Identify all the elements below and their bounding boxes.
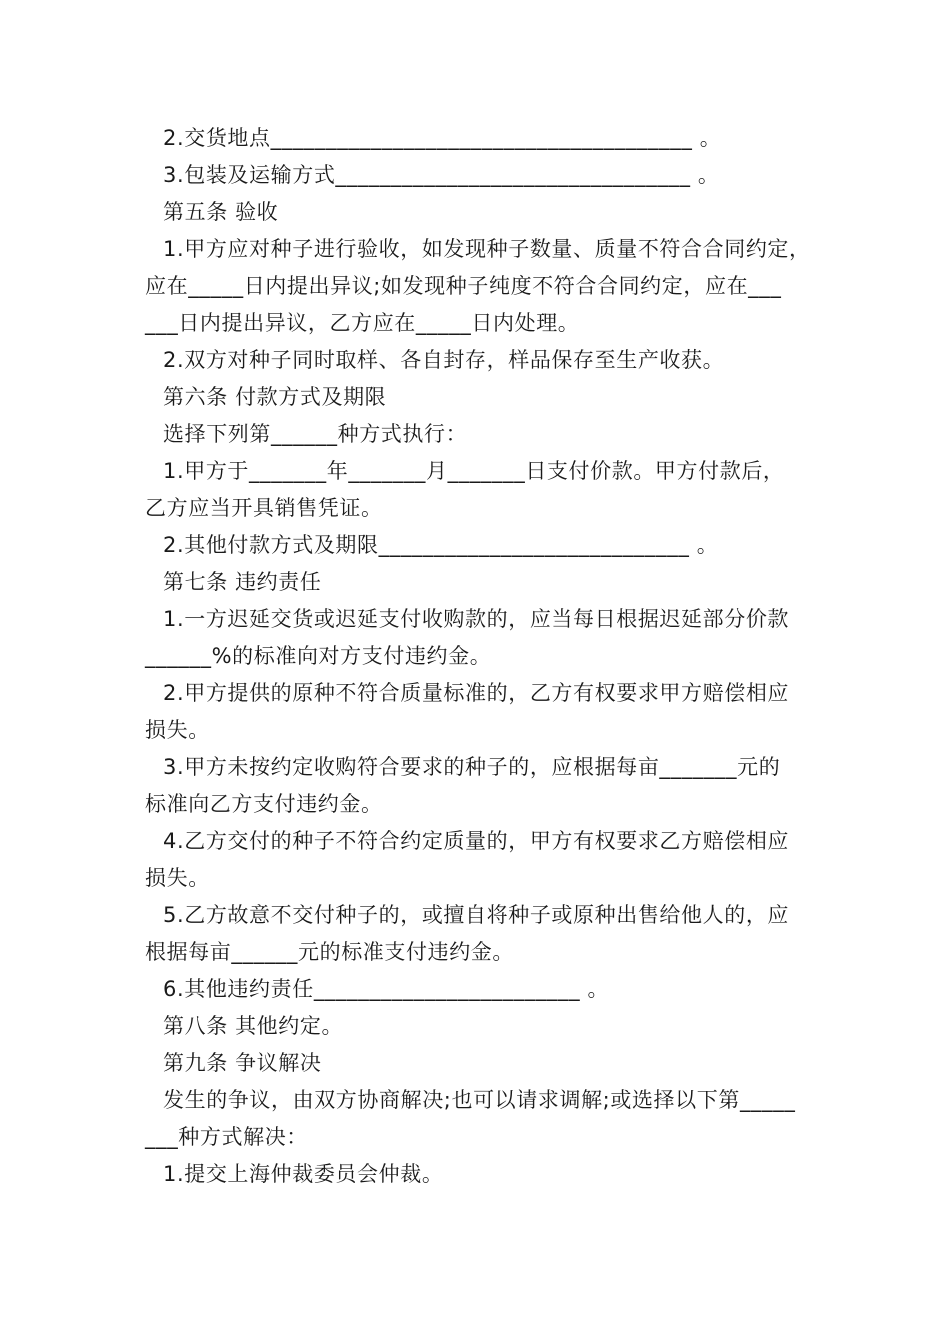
clause-7-item-1-line-1: 1.一方迟延交货或迟延支付收购款的，应当每日根据迟延部分价款 (163, 607, 790, 631)
clause-7-item-5-line-2: 根据每亩______元的标准支付违约金。 (145, 940, 514, 964)
clause-7-item-4-line-2: 损失。 (145, 866, 210, 890)
clause-6-item-1-line-1: 1.甲方于_______年_______月_______日支付价款。甲方付款后， (163, 459, 785, 483)
clause-6-select-method: 选择下列第______种方式执行： (163, 422, 468, 446)
clause-9-item-1: 1.提交上海仲裁委员会仲裁。 (163, 1162, 444, 1186)
clause-7-item-2-line-2: 损失。 (145, 718, 210, 742)
clause-5-item-1-line-3: ___日内提出异议，乙方应在_____日内处理。 (145, 311, 580, 335)
clause-6-heading: 第六条 付款方式及期限 (163, 385, 387, 409)
clause-5-heading: 第五条 验收 (163, 200, 279, 224)
clause-7-item-6: 6.其他违约责任________________________ 。 (163, 977, 610, 1001)
clause-4-item-2-delivery-place: 2.交货地点______________________________________ 。 (163, 126, 722, 150)
clause-5-item-1-line-2: 应在_____日内提出异议;如发现种子纯度不符合合同约定，应在___ (145, 274, 782, 298)
clause-7-item-5-line-1: 5.乙方故意不交付种子的，或擅自将种子或原种出售给他人的，应 (163, 903, 790, 927)
clause-5-item-1-line-1: 1.甲方应对种子进行验收，如发现种子数量、质量不符合合同约定， (163, 237, 811, 261)
clause-7-item-4-line-1: 4.乙方交付的种子不符合约定质量的，甲方有权要求乙方赔偿相应 (163, 829, 790, 853)
clause-6-item-1-line-2: 乙方应当开具销售凭证。 (145, 496, 383, 520)
clause-9-text-line-1: 发生的争议，由双方协商解决;也可以请求调解;或选择以下第_____ (163, 1088, 796, 1112)
clause-7-item-3-line-1: 3.甲方未按约定收购符合要求的种子的，应根据每亩_______元的 (163, 755, 781, 779)
clause-5-item-2: 2.双方对种子同时取样、各自封存，样品保存至生产收获。 (163, 348, 725, 372)
clause-7-heading: 第七条 违约责任 (163, 570, 322, 594)
clause-7-item-1-line-2: ______%的标准向对方支付违约金。 (145, 644, 492, 668)
clause-9-heading: 第九条 争议解决 (163, 1051, 322, 1075)
clause-7-item-3-line-2: 标准向乙方支付违约金。 (145, 792, 383, 816)
clause-8-heading: 第八条 其他约定。 (163, 1014, 344, 1038)
clause-4-item-3-packaging-transport: 3.包装及运输方式________________________________ 。 (163, 163, 720, 187)
clause-7-item-2-line-1: 2.甲方提供的原种不符合质量标准的，乙方有权要求甲方赔偿相应 (163, 681, 790, 705)
clause-9-text-line-2: ___种方式解决： (145, 1125, 308, 1149)
clause-6-item-2: 2.其他付款方式及期限____________________________ 。 (163, 533, 719, 557)
